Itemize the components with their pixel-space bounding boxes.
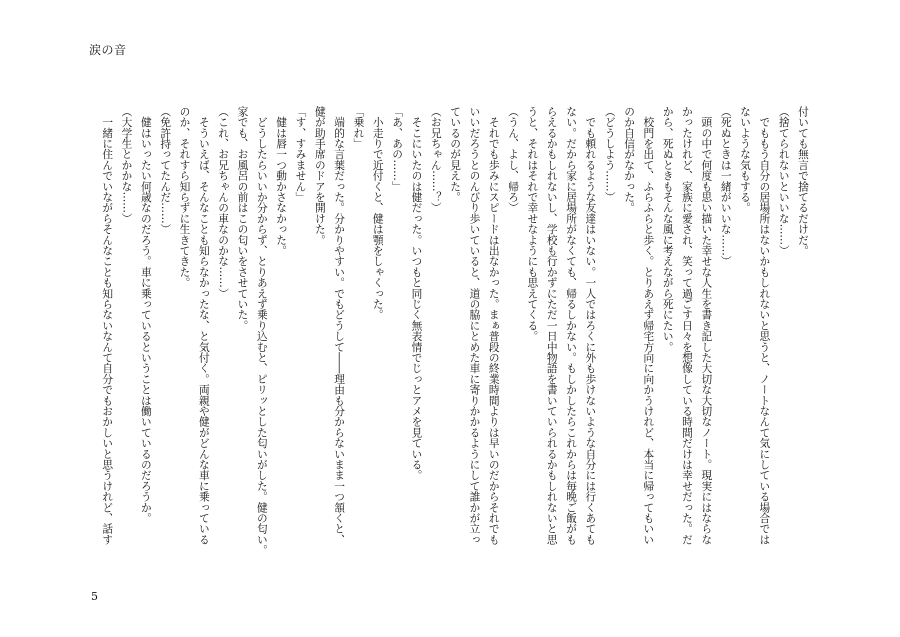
text-line: 小走りで近付くと、健は顎をしゃくった。: [371, 106, 385, 320]
text-line: そういえば、そんなことも知らなかったな、と気付く。両親や健がどんな車に乗っている: [197, 106, 211, 545]
text-line: 校門を出て、ふらふらと歩く。とりあえず帰宅方向に向かうけれど、本当に帰ってもいい: [642, 106, 656, 545]
text-line: 健はいったい何歳なのだろう。車に乗っているということは働いているのだろうか。: [139, 106, 153, 524]
text-line: らえるかもしれないし、学校も行かずにただ一日中物語を書いていられるかもしれないと思: [545, 106, 559, 545]
text-line: いいだろうとのんびり歩いていると、道の脇にとめた車に寄りかかるようにして誰かが立っ: [468, 106, 482, 545]
text-line: （死ぬときは一緒がいいな……）: [719, 106, 733, 267]
text-line: 端的な言葉だった。分かりやすい。でもどうして――理由も分からないまま一つ頷くと、: [333, 106, 347, 545]
text-line: かったけれど、家族に愛され、笑って過ごす日々を想像している時間だけは幸せだった。だ: [681, 106, 695, 545]
text-line: から、死ぬときもそんな風に考えながら死にたい。: [661, 106, 675, 353]
text-line: （捨てられないといいな……）: [777, 106, 791, 256]
text-line: そこにいたのは健だった。いつもと同じく無表情でじっとアメを見ている。: [410, 106, 424, 481]
text-line: 健が助手席のドアを開けた。: [313, 106, 327, 246]
text-line: （お兄ちゃん……？）: [429, 106, 443, 213]
text-line: 付いても無言で捨てるだけだ。: [797, 106, 810, 256]
text-line: うと、それはそれで幸せなようにも思えてくる。: [526, 106, 540, 342]
running-header-title: 涙の音: [89, 43, 127, 57]
text-line: それでも歩みにスピードは出なかった。まぁ普段の終業時間よりは早いのだからそれでも: [487, 106, 501, 545]
text-line: のか、それすら知らずに生きてきた。: [178, 106, 192, 288]
text-line: （大学生とかかな……）: [120, 106, 134, 224]
text-line: でももう自分の居場所はないかもしれないと思うと、ノートなんて気にしている場合では: [758, 106, 772, 545]
text-line: 「乗れ」: [352, 106, 366, 149]
page-number: 5: [91, 590, 98, 603]
text-line: （免許持ってたんだ……）: [159, 106, 173, 235]
vertical-body-text: [97, 106, 813, 556]
text-line: でも頼れるような友達はいない。一人ではろくに外も歩けないような自分には行くあても: [584, 106, 598, 545]
text-line: （これ、お兄ちゃんの車なのかな……）: [217, 106, 231, 299]
text-line: 一緒に住んでいながらそんなことも知らないなんて自分でもおかしいと思うけれど、話す: [101, 106, 115, 545]
text-line: 家でも、お風呂の前はこの匂いをさせていた。: [236, 106, 250, 331]
text-line: ないような気もする。: [739, 106, 753, 213]
text-line: 「す、すみません」: [294, 106, 308, 203]
text-line: のか自信がなかった。: [623, 106, 637, 213]
text-line: 頭の中で何度も思い描いた幸せな人生を書き記した大切な大切なノート。現実にはならな: [700, 106, 714, 545]
text-line: どうしたらいいか分からず、とりあえず乗り込むと、ピリッとした匂いがした。健の匂い。: [255, 106, 269, 556]
text-line: ない。だから家に居場所がなくても、帰るしかない。もしかしたらこれからは毎晩ご飯がも: [565, 106, 579, 545]
text-line: 「あ、あの……」: [391, 106, 405, 192]
text-line: 健は唇一つ動かさなかった。: [275, 106, 289, 256]
text-line: ているのが見えた。: [449, 106, 463, 203]
text-line: （どうしよう……）: [603, 106, 617, 203]
text-line: （うん、よし、帰ろ）: [507, 106, 521, 213]
